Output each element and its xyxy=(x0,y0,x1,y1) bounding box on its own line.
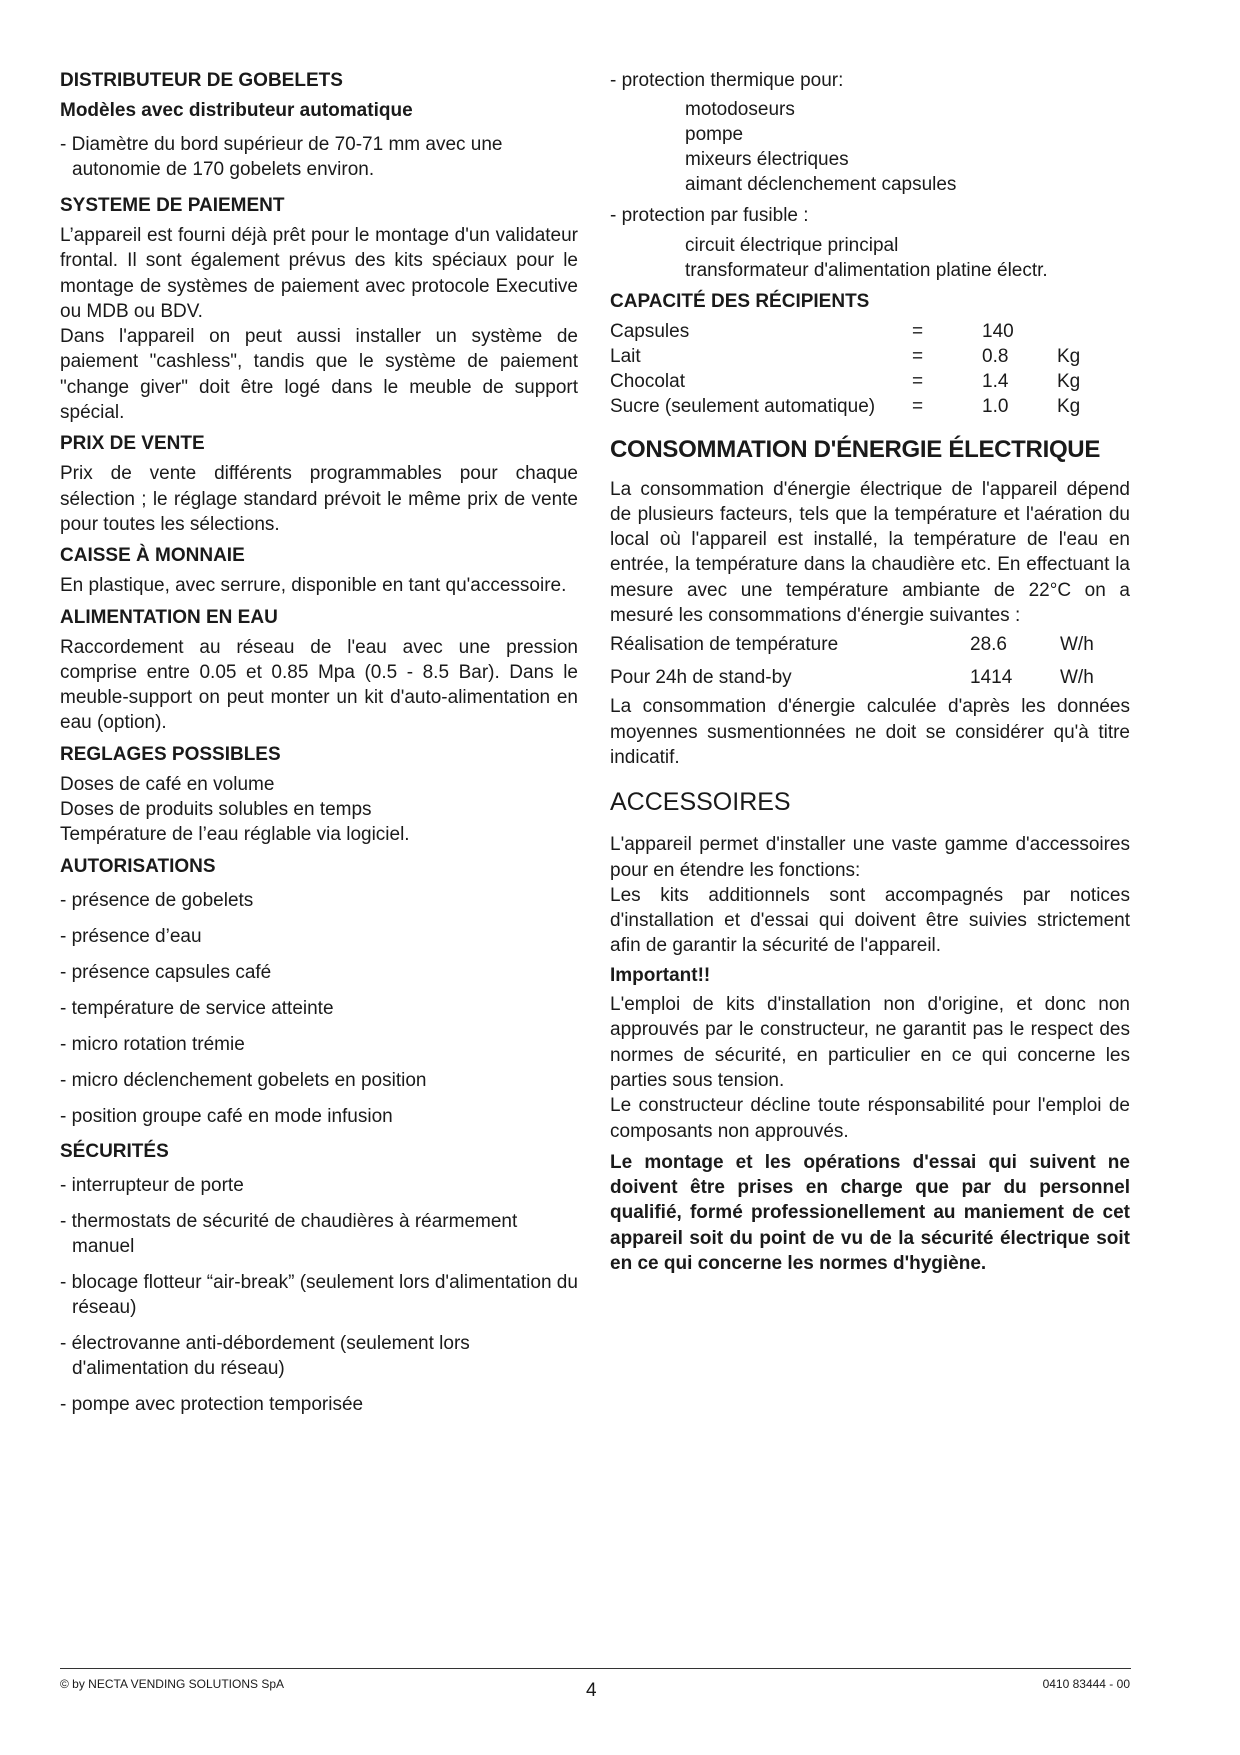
eau-paragraph: Raccordement au réseau de l'eau avec une pression comprise entre 0.05 et 0.85 Mpa (0.5 - 8.5 Bar). Dans le meuble-support on peut monter un kit d'auto-alimentation en eau (option). xyxy=(60,636,578,734)
capacite-eq: = xyxy=(912,370,924,392)
autorisation-item: - micro déclenchement gobelets en position xyxy=(60,1069,427,1091)
section-title-reglages: REGLAGES POSSIBLES xyxy=(60,743,281,765)
paiement-paragraph-1: L’appareil est fourni déjà prêt pour le montage d'un validateur frontal. Il sont également prévus des kits spéciaux pour le montage de systèmes de paiement avec protocole Executive ou MDB ou BDV. xyxy=(60,225,578,322)
section-title-energie: CONSOMMATION D'ÉNERGIE ÉLECTRIQUE xyxy=(610,435,1101,463)
caisse-paragraph: En plastique, avec serrure, disponible en tant qu'accessoire. xyxy=(60,575,567,597)
capacite-name: Chocolat xyxy=(610,370,685,392)
fusible-item: circuit électrique principal xyxy=(685,234,899,256)
energie-value: 28.6 xyxy=(970,634,1007,656)
securite-item: - électrovanne anti-débordement (seulement lors d'alimentation du réseau) xyxy=(60,1332,470,1379)
fusible-item: transformateur d'alimentation platine électr. xyxy=(685,259,1048,281)
accessoires-paragraph-4: Le constructeur décline toute résponsabilité pour l'emploi de composants non approuvés. xyxy=(610,1095,1130,1142)
energie-unit: W/h xyxy=(1060,667,1094,689)
capacite-name: Capsules xyxy=(610,320,690,342)
right-column xyxy=(610,68,1130,1276)
capacite-eq: = xyxy=(912,320,924,342)
autorisation-item: - présence capsules café xyxy=(60,961,272,983)
accessoires-paragraph-1: L'appareil permet d'installer une vaste gamme d'accessoires pour en étendre les fonctions: xyxy=(610,834,1130,881)
reglages-item: Doses de produits solubles en temps xyxy=(60,799,372,821)
capacite-unit xyxy=(1057,319,1080,344)
section-title-caisse: CAISSE À MONNAIE xyxy=(60,545,245,567)
capacite-name: Sucre (seulement automatique) xyxy=(610,395,876,417)
table-row xyxy=(610,319,1080,344)
capacite-unit: Kg xyxy=(1057,345,1081,367)
table-row xyxy=(610,661,1130,694)
table-row xyxy=(610,628,1130,661)
section-title-autorisations: AUTORISATIONS xyxy=(60,855,216,877)
footer-divider xyxy=(60,1668,1131,1669)
autorisation-item: - présence d’eau xyxy=(60,925,202,947)
capacite-eq: = xyxy=(912,345,924,367)
reglages-item: Doses de café en volume xyxy=(60,773,275,795)
capacite-value: 1.0 xyxy=(982,395,1009,417)
section-title-prix: PRIX DE VENTE xyxy=(60,433,205,455)
autorisation-item: - micro rotation trémie xyxy=(60,1033,245,1055)
capacite-value: 0.8 xyxy=(982,345,1009,367)
capacite-eq: = xyxy=(912,395,924,417)
document-code: 0410 83444 - 00 xyxy=(1042,1677,1130,1691)
paiement-paragraph-2: Dans l'appareil on peut aussi installer un système de paiement "cashless", tandis que le système de paiement "change giver" doit être logé dans le meuble de support spécial. xyxy=(60,326,578,424)
distributeur-item: - Diamètre du bord supérieur de 70-71 mm avec une autonomie de 170 gobelets environ. xyxy=(60,134,503,180)
energie-name: Réalisation de température xyxy=(610,634,839,656)
left-column xyxy=(60,68,578,1428)
page-number: 4 xyxy=(586,1680,597,1701)
autorisation-item: - présence de gobelets xyxy=(60,889,254,911)
securite-item: - pompe avec protection temporisée xyxy=(60,1393,364,1415)
prix-paragraph: Prix de vente différents programmables pour chaque sélection ; le réglage standard prévoit le même prix de vente pour toutes les sélections. xyxy=(60,463,578,535)
footer-copyright: © by NECTA VENDING SOLUTIONS SpA xyxy=(60,1677,285,1691)
thermique-item: mixeurs électriques xyxy=(685,149,849,171)
securite-item: - interrupteur de porte xyxy=(60,1174,244,1196)
capacite-value: 1.4 xyxy=(982,370,1009,392)
accessoires-warning: Le montage et les opérations d'essai qui suivent ne doivent être prises en charge que par du personnel qualifié, formé professionellement au maniement de cet appareil soit du point de vu de la sécurité électrique soit en ce qui concerne les normes d'hygiène. xyxy=(610,1151,1130,1275)
accessoires-paragraph-2: Les kits additionnels sont accompagnés par notices d'installation et d'essai qui doivent être suivies strictement afin de garantir la sécurité de l'appareil. xyxy=(610,884,1130,957)
thermique-item: pompe xyxy=(685,124,744,146)
autorisation-item: - température de service atteinte xyxy=(60,997,334,1019)
energie-note: La consommation d'énergie calculée d'après les données moyennes susmentionnées ne doit se considérer qu'à titre indicatif. xyxy=(610,696,1130,768)
section-title-paiement: SYSTEME DE PAIEMENT xyxy=(60,195,285,216)
capacite-value: 140 xyxy=(982,320,1014,342)
section-title-accessoires: ACCESSOIRES xyxy=(610,788,791,817)
table-row xyxy=(610,394,1080,419)
capacite-unit: Kg xyxy=(1057,395,1081,417)
section-title-securites: SÉCURITÉS xyxy=(60,1140,169,1162)
securite-item: - thermostats de sécurité de chaudières à réarmement manuel xyxy=(60,1210,518,1257)
energie-value: 1414 xyxy=(970,667,1013,689)
autorisation-item: - position groupe café en mode infusion xyxy=(60,1105,393,1127)
thermique-item: motodoseurs xyxy=(685,99,795,121)
section-title-capacite: CAPACITÉ DES RÉCIPIENTS xyxy=(610,290,870,312)
accessoires-paragraph-3: L'emploi de kits d'installation non d'origine, et donc non approuvés par le constructeur, ne garantit pas le respect des normes de sécurité, en particulier en ce qui concerne les parties sous tension. xyxy=(610,994,1130,1091)
capacite-name: Lait xyxy=(610,345,641,367)
subsection-title-modeles: Modèles avec distributeur automatique xyxy=(60,100,413,121)
securite-item: - blocage flotteur “air-break” (seulement lors d'alimentation du réseau) xyxy=(60,1271,578,1318)
thermique-item: aimant déclenchement capsules xyxy=(685,174,957,196)
fusible-label: - protection par fusible : xyxy=(610,205,809,227)
capacite-table xyxy=(610,319,1080,419)
energie-name: Pour 24h de stand-by xyxy=(610,667,792,689)
capacite-unit: Kg xyxy=(1057,370,1081,392)
important-label: Important!! xyxy=(610,964,711,986)
energie-unit: W/h xyxy=(1060,634,1094,656)
thermique-label: - protection thermique pour: xyxy=(610,70,844,91)
energie-paragraph: La consommation d'énergie électrique de l'appareil dépend de plusieurs facteurs, tels que la température et l'aération du local où l'appareil est installé, la température de l'eau en entrée, la température dans la chaudière etc. En effectuant la mesure avec une température ambiante de 22°C on a mesuré les consommations d'énergie suivantes : xyxy=(610,478,1130,627)
reglages-item: Température de l’eau réglable via logiciel. xyxy=(60,824,410,846)
energie-table xyxy=(610,628,1130,694)
table-row xyxy=(610,344,1080,369)
section-title-eau: ALIMENTATION EN EAU xyxy=(60,606,278,628)
section-title-distributeur: DISTRIBUTEUR DE GOBELETS xyxy=(60,70,343,91)
table-row xyxy=(610,369,1080,394)
